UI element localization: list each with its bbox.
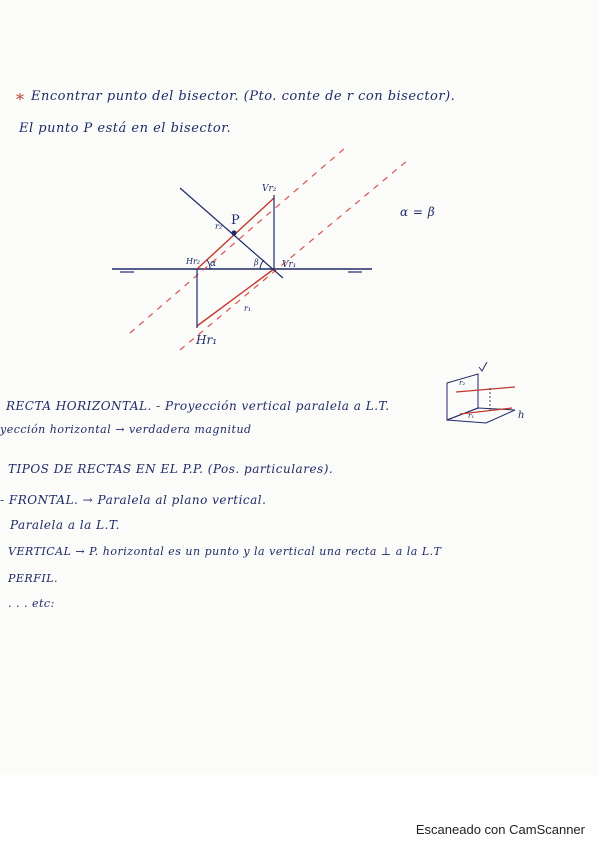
sketch-label-r1: r₁ xyxy=(468,412,475,420)
note-alpha-beta: α = β xyxy=(400,205,436,219)
sketch-label-r2: r₂ xyxy=(459,379,466,387)
label-r2: r₂ xyxy=(215,222,223,231)
label-vr1: Vr₁ xyxy=(282,260,297,270)
note-paralela: Paralela a la L.T. xyxy=(10,518,120,532)
label-vr2: Vr₂ xyxy=(262,184,277,194)
sketch-check-mark xyxy=(479,362,487,371)
label-p: P xyxy=(231,213,240,228)
label-beta: β xyxy=(254,258,259,267)
label-alpha: α xyxy=(210,259,217,269)
note-line-1: Encontrar punto del bisector. (Pto. conte de r con bisector). xyxy=(31,89,456,104)
sketch-label-h: h xyxy=(518,410,525,421)
sketch-horizontal-plane xyxy=(447,408,515,423)
scanner-watermark: Escaneado con CamScanner xyxy=(415,822,585,837)
note-line-2: El punto P está en el bisector. xyxy=(19,121,232,136)
label-hr2: Hr₂ xyxy=(186,257,201,266)
label-hr1: Hr₁ xyxy=(196,333,218,347)
label-r1: r₁ xyxy=(244,304,252,313)
note-vertical: VERTICAL → P. horizontal es un punto y la vertical una recta ⊥ a la L.T xyxy=(8,545,442,558)
note-frontal: - FRONTAL. → Paralela al plano vertical. xyxy=(0,493,267,507)
sketch-r2-red xyxy=(456,387,515,392)
note-perfil: PERFIL. xyxy=(8,572,58,585)
note-etc: . . . etc: xyxy=(8,597,55,610)
note-tipos: TIPOS DE RECTAS EN EL P.P. (Pos. particulares). xyxy=(8,462,334,476)
bullet-star: * xyxy=(16,90,25,109)
note-proyeccion: yección horizontal → verdadera magnitud xyxy=(0,423,252,436)
note-recta-horizontal: RECTA HORIZONTAL. - Proyección vertical paralela a L.T. xyxy=(6,399,390,413)
